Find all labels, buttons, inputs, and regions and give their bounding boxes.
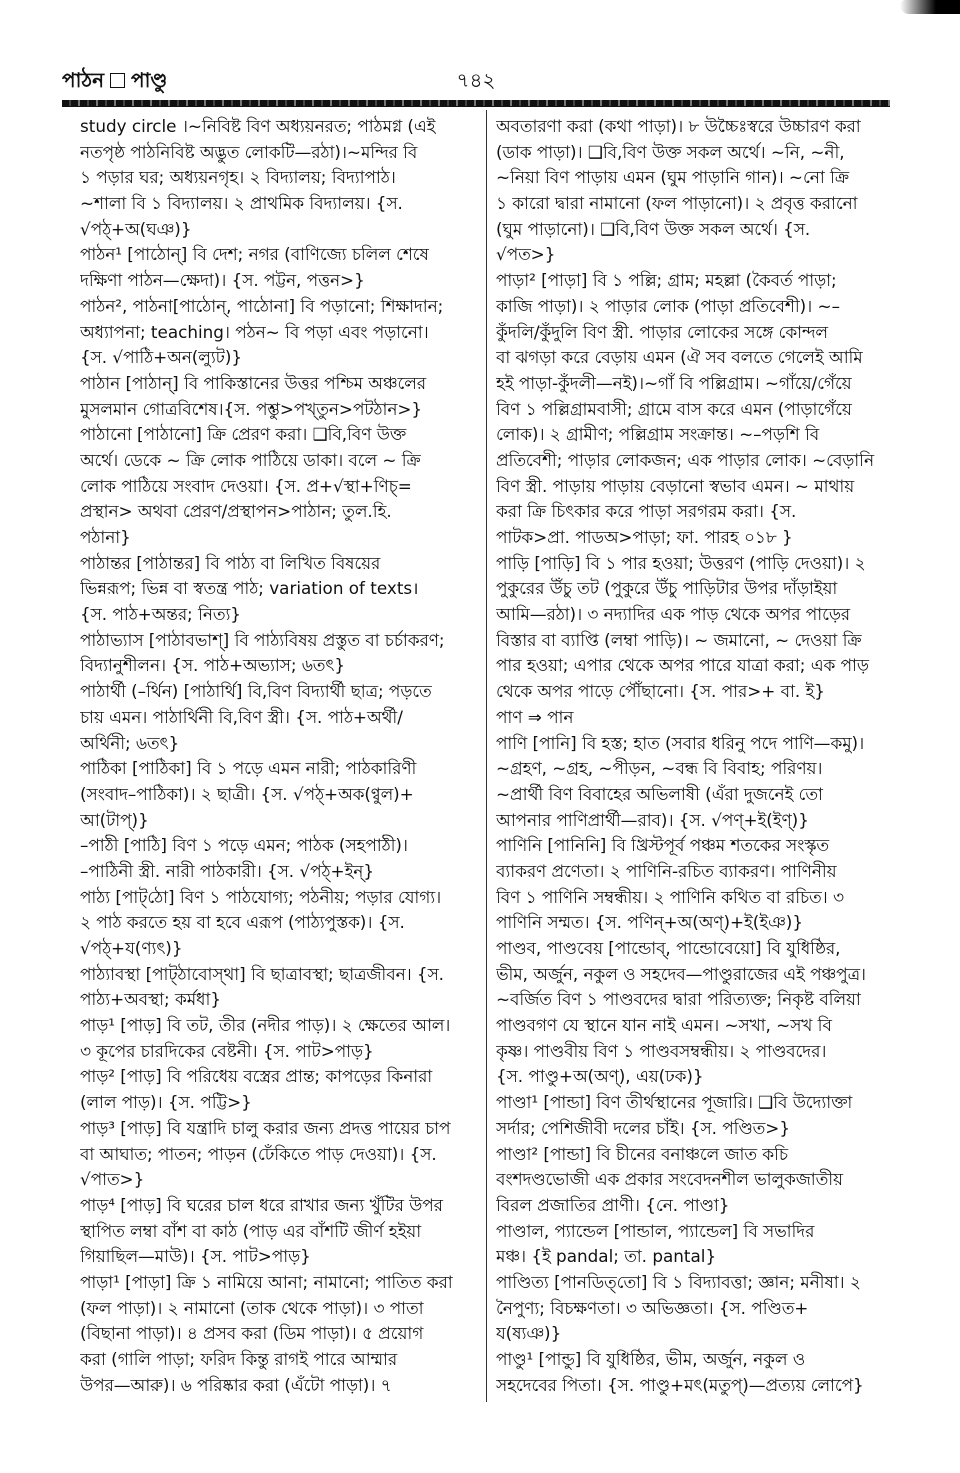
dictionary-line: মঞ্চ। {ই pandal; তা. pantal} — [496, 1246, 717, 1267]
dictionary-line: পাড়া² [পাড়া] বি ১ পল্লি; গ্রাম; মহল্লা (কৈবর্ত পাড়া; — [496, 270, 837, 291]
dictionary-line: বা আঘাত; পাতন; পাড়ন (ঢেঁকিতে পাড় দেওয়া)। {স. — [80, 1143, 437, 1164]
dictionary-line: √পঠ্+য(ণ্যৎ)} — [80, 938, 183, 958]
dictionary-line: বংশদণ্ডভোজী এক প্রকার সংবেদনশীল ভালুকজাতীয় — [496, 1169, 843, 1190]
dictionary-line: থেকে অপর পাড়ে পৌঁছানো। {স. পার>+ বা. ই} — [496, 681, 825, 702]
dictionary-line: বিস্তার বা ব্যাপ্তি (লম্বা পাড়ি)। ~ জমানো, ~ দেওয়া ক্রি — [496, 629, 862, 650]
right-column — [496, 114, 894, 1398]
dictionary-line: আপনার পাণিপ্রার্থী—রাব)। {স. √পণ্+ই(ইণ্)} — [496, 809, 809, 830]
dictionary-line: পাঠান্তর [পাঠান্তর] বি পাঠ্য বা লিখিত বিষয়ের — [80, 552, 381, 573]
dictionary-line: স্থাপিত লম্বা বাঁশ বা কাঠ (পাড় এর বাঁশটি জীর্ণ হইয়া — [80, 1220, 422, 1241]
dictionary-line: পার হওয়া; এপার থেকে অপর পারে যাত্রা করা; এক পাড় — [496, 655, 869, 676]
dictionary-line: পাঠানো [পাঠানো] ক্রি প্রেরণ করা। ❑বি,বিণ উক্ত — [80, 424, 407, 445]
dictionary-line: পাড়³ [পাড়] বি যন্ত্রাদি চালু করার জন্য প্রদত্ত পায়ের চাপ — [80, 1117, 451, 1138]
dictionary-line: লোক)। ২ গ্রামীণ; পল্লিগ্রাম সংক্রান্ত। ~–পড়শি বি — [496, 424, 820, 445]
dictionary-line: পাড়⁴ [পাড়] বি ঘরের চাল ধরে রাখার জন্য খুঁটির উপর — [80, 1194, 443, 1215]
running-head-right: পাণ্ডু — [131, 68, 168, 92]
dictionary-line: ~প্রার্থী বিণ বিবাহের অভিলাষী (এঁরা দুজনেই তো — [496, 783, 823, 804]
dictionary-line: সর্দার; পেশিজীবী দলের চাঁই। {স. পণ্ডিত>} — [496, 1117, 791, 1138]
dictionary-line: বিণ স্ত্রী. পাড়ায় পাড়ায় বেড়ানো স্বভাব এমন। ~ মাথায় — [496, 475, 855, 496]
dictionary-line: ~বর্জিত বিণ ১ পাণ্ডবদের দ্বারা পরিত্যক্ত; নিকৃষ্ট বলিয়া — [496, 989, 861, 1010]
dictionary-line: পাঠন², পাঠনা[পাঠোন্, পাঠোনা] বি পড়ানো; শিক্ষাদান; — [80, 295, 444, 316]
dictionary-line: √পঠ্+অ(ঘঞ)} — [80, 218, 192, 239]
dictionary-line: পাঠ্য [পাট্‌ঠো] বিণ ১ পাঠযোগ্য; পঠনীয়; পড়ার যোগ্য। — [80, 886, 442, 907]
dictionary-line: ব্যাকরণ প্রণেতা। ২ পাণিনি-রচিত ব্যাকরণ। পাণিনীয় — [496, 860, 837, 881]
dictionary-line: বিণ ১ পাণিনি সম্বন্ধীয়। ২ পাণিনি কথিত বা রচিত। ৩ — [496, 886, 844, 907]
dictionary-line: মুসলমান গোত্রবিশেষ।{স. পশ্তু>পখ্তুন>পটঠান>} — [80, 398, 423, 419]
dictionary-line: ১ পড়ার ঘর; অধ্যয়নগৃহ। ২ বিদ্যালয়; বিদ্যাপাঠ। — [80, 167, 396, 188]
dictionary-line: পাণ্ডা² [পান্ডা] বি চীনের বনাঞ্চলে জাত কচি — [496, 1143, 788, 1164]
dictionary-line: করা ক্রি চিৎকার করে পাড়া সরগরম করা। {স. — [496, 501, 797, 522]
dictionary-line: –পাঠিনী স্ত্রী. নারী পাঠকারী। {স. √পঠ্+ইন্} — [80, 860, 374, 881]
dictionary-line: পাঠিকা [পাঠিকা] বি ১ পড়ে এমন নারী; পাঠকারিণী — [80, 758, 417, 779]
dictionary-line: পাণ্ডবগণ যে স্থানে যান নাই এমন। ~সখা, ~সখ বি — [496, 1015, 832, 1036]
dictionary-line: (ডাক পাড়া)। ❑বি,বিণ উক্ত সকল অর্থে। ~নি, ~নী, — [496, 141, 845, 162]
dictionary-line: বা ঝগড়া করে বেড়ায় এমন (ঐ সব বলতে গেলেই আমি — [496, 347, 863, 368]
dictionary-line: অবতারণা করা (কথা পাড়া)। ৮ উচ্চৈঃস্বরে উচ্চারণ করা — [496, 116, 861, 136]
dictionary-line: হই পাড়া-কুঁদলী—নই)।~গাঁ বি পল্লিগ্রাম। ~গাঁয়ে/গেঁয়ে — [496, 372, 852, 393]
column-divider — [486, 110, 487, 1402]
scan-edge-mark — [900, 0, 960, 14]
dictionary-line: ~শালা বি ১ বিদ্যালয়। ২ প্রাথমিক বিদ্যালয়। {স. — [80, 193, 403, 214]
dictionary-line: পাণ্ডাল, প্যান্ডেল [পান্ডাল, প্যান্ডেল] বি সভাদির — [496, 1220, 815, 1241]
dictionary-line: বিদ্যানুশীলন। {স. পাঠ+অভ্যাস; ৬তৎ} — [80, 655, 346, 676]
dictionary-line: বিণ ১ পল্লিগ্রামবাসী; গ্রামে বাস করে এমন (পাড়াগেঁয়ে — [496, 398, 852, 419]
dictionary-line: পাণ ⇒ পান — [496, 706, 574, 727]
dictionary-line: পাণ্ডা¹ [পান্ডা] বিণ তীর্থস্থানের পূজারি। ❑বি উদ্যোক্তা — [496, 1092, 853, 1113]
dictionary-line: য(ষ্যঞ)} — [496, 1323, 562, 1344]
dictionary-line: পাড়¹ [পাড়] বি তট, তীর (নদীর পাড়)। ২ ক্ষেতের আল। — [80, 1015, 451, 1036]
dictionary-line: পাড়া¹ [পাড়া] ক্রি ১ নামিয়ে আনা; নামানো; পাতিত করা — [80, 1271, 453, 1292]
page-header — [62, 66, 890, 96]
dictionary-line: দক্ষিণা পাঠন—ক্ষেদা)। {স. পট্টন, পত্তন>} — [80, 270, 365, 291]
dictionary-line: study circle ।~নিবিষ্ট বিণ অধ্যয়নরত; পাঠমগ্ন (এই — [80, 116, 436, 136]
dictionary-line: (বিছানা পাড়া)। ৪ প্রসব করা (ডিম পাড়া)। ৫ প্রয়োগ — [80, 1323, 424, 1344]
dictionary-line: (সংবাদ–পাঠিকা)। ২ ছাত্রী। {স. √পঠ্+অক(ণ্বুল)+ — [80, 783, 414, 804]
dictionary-line: ১ কারো দ্বারা নামানো (ফল পাড়ানো)। ২ প্রবৃত্ত করানো — [496, 193, 858, 214]
dictionary-line: পুকুরের উঁচু তট (পুকুরে উঁচু পাড়িটার উপর দাঁড়াইয়া — [496, 578, 838, 599]
dictionary-line: পাঠাভ্যাস [পাঠাবভাশ্] বি পাঠ্যবিষয় প্রস্তুত বা চর্চাকরণ; — [80, 629, 445, 650]
dictionary-line: পাঠ্য+অবস্থা; কর্মধা} — [80, 989, 221, 1010]
dictionary-line: পাণিনি [পানিনি] বি খ্রিস্টপূর্ব পঞ্চম শতকের সংস্কৃত — [496, 835, 830, 856]
dictionary-line: বিরল প্রজাতির প্রাণী। {নে. পাণ্ডা} — [496, 1194, 730, 1215]
dictionary-line: করা (গালি পাড়া; ফরিদ কিন্তু রাগই পারে আম্মার — [80, 1349, 398, 1369]
dictionary-line: ৩ কূপের চারদিকের বেষ্টনী। {স. পাট>পাড়} — [80, 1040, 374, 1061]
dictionary-line: পাণিনি সম্মত। {স. পণিন্+অ(অণ্)+ই(ইঞ)} — [496, 912, 803, 933]
dictionary-line: কাজি পাড়া)। ২ পাড়ার লোক (পাড়া প্রতিবেশী)। ~– — [496, 295, 840, 316]
dictionary-line: কৃষ্ণ। পাণ্ডবীয় বিণ ১ পাণ্ডবসম্বন্ধীয়। ২ পাণ্ডবদের। — [496, 1040, 827, 1061]
left-column — [80, 114, 478, 1398]
dictionary-line: পাণি [পানি] বি হস্ত; হাত (সবার ধরিনু পদে পাণি—কমু)। — [496, 732, 865, 753]
dictionary-line: প্রস্থান> অথবা প্রেরণ/প্রস্থাপন>পাঠান; তুল.হি. — [80, 501, 392, 522]
dictionary-line: পাঠন¹ [পাঠোন্] বি দেশ; নগর (বাণিজ্যে চলিল শেষে — [80, 244, 429, 265]
dictionary-line: পঠানা} — [80, 527, 131, 547]
dictionary-line: {স. √পাঠি+অন(ল্যুট)} — [80, 347, 243, 368]
dictionary-line: √পত>} — [496, 244, 556, 265]
dictionary-line: {স. পাণ্ডু+অ(অণ্), এয়(ঢক)} — [496, 1066, 704, 1087]
dictionary-line: ভিন্নরূপ; ভিন্ন বা স্বতন্ত্র পাঠ; variation of texts। — [80, 578, 419, 599]
dictionary-line: পাণ্ডব, পাণ্ডবেয় [পান্ডোব্, পান্ডোবেয়ো] বি যুধিষ্ঠির, — [496, 938, 841, 958]
dictionary-line: পাণ্ডু¹ [পান্ডু] বি যুধিষ্ঠির, ভীম, অর্জুন, নকুল ও — [496, 1349, 806, 1369]
dictionary-line: প্রতিবেশী; পাড়ার লোকজন; এক পাড়ার লোক। ~বেড়ানি — [496, 449, 874, 470]
dictionary-line: পাড়ি [পাড়ি] বি ১ পার হওয়া; উত্তরণ (পাড়ি দেওয়া)। ২ — [496, 552, 866, 573]
page-number: ৭৪২ — [456, 68, 496, 92]
dictionary-line: নৈপুণ্য; বিচক্ষণতা। ৩ অভিজ্ঞতা। {স. পণ্ডিত+ — [496, 1297, 809, 1318]
dictionary-line: অর্থিনী; ৬তৎ} — [80, 732, 180, 753]
dictionary-line: পাঠান [পাঠান্] বি পাকিস্তানের উত্তর পশ্চিম অঞ্চলের — [80, 372, 426, 393]
dictionary-line: নতপৃষ্ঠ পাঠনিবিষ্ট অদ্ভুত লোকটি—রঠা)।~মন্দির বি — [80, 141, 418, 162]
dictionary-line: চায় এমন। পাঠার্থিনী বি,বিণ স্ত্রী। {স. পাঠ+অর্থী/ — [80, 706, 403, 727]
dictionary-line: পাড়² [পাড়] বি পরিধেয় বস্ত্রের প্রান্ত; কাপড়ের কিনারা — [80, 1066, 433, 1087]
dictionary-line: গিয়াছিল—মাউ)। {স. পাট>পাড়} — [80, 1246, 311, 1267]
dictionary-line: আমি—রঠা)। ৩ নদ্যাদির এক পাড় থেকে অপর পাড়ের — [496, 604, 851, 625]
dictionary-line: ভীম, অর্জুন, নকুল ও সহদেব—পাণ্ডুরাজের এই পঞ্চপুত্র। — [496, 963, 866, 984]
dictionary-line: (ফল পাড়া)। ২ নামানো (তাক থেকে পাড়া)। ৩ পাতা — [80, 1297, 424, 1318]
dictionary-line: পাটক>প্রা. পাডঅ>পাড়া; ফা. পারহ ০১৮ } — [496, 527, 793, 547]
dictionary-line: অধ্যাপনা; teaching। পঠন~ বি পড়া এবং পড়ানো। — [80, 321, 429, 342]
dictionary-line: অর্থে। ডেকে ~ ক্রি লোক পাঠিয়ে ডাকা। বলে ~ ক্রি — [80, 449, 421, 470]
dictionary-line: আ(টাপ্)} — [80, 809, 149, 830]
dictionary-line: {স. পাঠ+অন্তর; নিত্য} — [80, 604, 241, 625]
dictionary-line: √পাত>} — [80, 1169, 145, 1190]
dictionary-line: উপর—আরু)। ৬ পরিষ্কার করা (এঁটো পাড়া)। ৭ — [80, 1374, 392, 1395]
dictionary-line: পাণ্ডিত্য [পানডিত্‌তো] বি ১ বিদ্যাবত্তা; জ্ঞান; মনীষা। ২ — [496, 1271, 861, 1292]
running-head-left: পাঠন — [62, 68, 105, 92]
dictionary-line: (ঘুম পাড়ানো)। ❑বি,বিণ উক্ত সকল অর্থে। {স. — [496, 218, 811, 239]
dictionary-line: ২ পাঠ করতে হয় বা হবে এরূপ (পাঠ্যপুস্তক)। {স. — [80, 912, 405, 933]
dictionary-line: সহদেবের পিতা। {স. পাণ্ডু+মৎ(মতুপ্)—প্রত্যয় লোপে} — [496, 1374, 864, 1395]
dictionary-line: ~গ্রহণ, ~গ্রহ, ~পীড়ন, ~বন্ধ বি বিবাহ; পরিণয়। — [496, 758, 823, 779]
dictionary-line: কুঁদলি/কুঁদুলি বিণ স্ত্রী. পাড়ার লোকের সঙ্গে কোন্দল — [496, 321, 828, 342]
dictionary-line: (লাল পাড়)। {স. পট্টি>} — [80, 1092, 252, 1113]
dictionary-line: ~নিয়া বিণ পাড়ায় এমন (ঘুম পাড়ানি গান)। ~নো ক্রি — [496, 167, 849, 188]
dictionary-line: পাঠ্যাবস্থা [পাট্‌ঠাবোস্‌থা] বি ছাত্রাবস্থা; ছাত্রজীবন। {স. — [80, 963, 445, 984]
dictionary-line: –পাঠী [পাঠি] বিণ ১ পড়ে এমন; পাঠক (সহপাঠী)। — [80, 835, 408, 856]
dictionary-line: লোক পাঠিয়ে সংবাদ দেওয়া। {স. প্র+√স্থা+ণিচ্= — [80, 475, 412, 496]
dictionary-line: পাঠার্থী (–র্থিন) [পাঠার্থি] বি,বিণ বিদ্যার্থী ছাত্র; পড়তে — [80, 681, 432, 702]
header-rule — [62, 100, 890, 107]
